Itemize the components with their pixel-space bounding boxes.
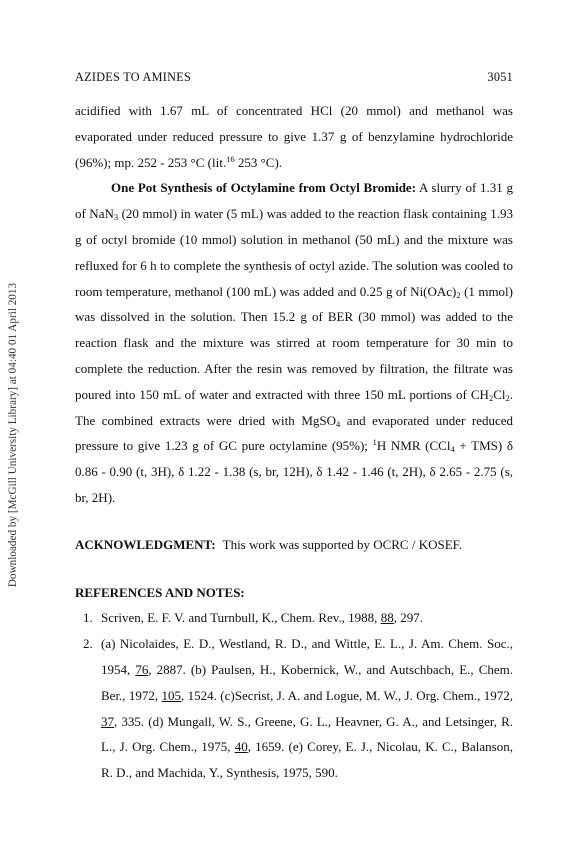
text-run: , 335. (d) Mungall, W. S., Greene, G. L., Heavner, G. A., and Letsinger, R. L., J. Org. Chem., 1975, [101,713,513,755]
paragraph-octylamine-synthesis [75,175,513,510]
paragraph-benzylamine [75,98,513,175]
page-number: 3051 [487,70,513,84]
subscript: 3 [113,212,119,223]
text-run: , 1524. (c)Secrist, J. A. and Logue, M. W., J. Org. Chem., 1972, [181,687,513,703]
text-run: (1 mmol) was dissolved in the solution. Then 15.2 g of BER (30 mmol) was added to the reaction flask and the mixture was stirred at room temperature for 30 min to complete the reduction. After the resin was removed by filtration, the filtrate was poured into 150 mL of water and extracted with three 150 mL portions of CH [75,283,513,402]
acknowledgment-heading: ACKNOWLEDGMENT: [75,536,216,552]
page-content [75,98,513,786]
text-run: H NMR (CCl [376,438,451,454]
text-run: . The combined extracts were dried with MgSO [75,386,513,428]
acknowledgment-section [75,532,513,558]
synthesis-title: One Pot Synthesis of Octylamine from Octyl Bromide: [111,180,417,196]
text-run: and evaporated under reduced pressure to give 1.23 g of GC pure octylamine (95%); [75,412,514,454]
subscript: 2 [488,392,494,403]
reference-item [75,631,513,786]
text-run: (20 mmol) in water (5 mL) was added to the reaction flask containing 1.93 g of octyl bromide (10 mmol) solution in methanol (50 mL) and the mixture was refluxed for 6 h to complete the synthesis of octyl azide. The solution was cooled to room temperature, methanol (100 mL) was added and 0.25 g of Ni(OAc) [75,206,513,299]
reference-item [75,605,513,631]
volume-number: 88 [380,610,394,626]
references-heading: REFERENCES AND NOTES: [75,584,245,600]
volume-number: 40 [234,739,248,755]
download-watermark [0,175,26,695]
text-run: 253 °C). [234,154,283,170]
subscript: 2 [456,289,461,300]
references-list [75,605,513,786]
download-note: Downloaded by [McGill University Library] at 04:40 01 April 2013 [7,282,19,588]
text-run: , 297. [393,610,423,626]
subscript: 2 [505,392,510,403]
volume-number: 37 [101,713,114,729]
text-run: (a) Nicolaides, E. D., Westland, R. D., and Wittle, E. L., J. Am. Chem. Soc., 1954, [101,636,513,677]
running-title: AZIDES TO AMINES [75,70,192,84]
text-run: , 1659. (e) Corey, E. J., Nicolau, K. C., Balanson, R. D., and Machida, Y., Synthesis, 1975, 590. [101,739,513,781]
reference-number: 2. [83,636,93,652]
text-run: A slurry of 1.31 g of NaN [75,180,513,222]
volume-number: 105 [161,687,182,703]
text-run: Scriven, E. F. V. and Turnbull, K., Chem. Rev., 1988, [101,610,381,626]
superscript: 1 [372,437,377,448]
volume-number: 76 [135,661,149,677]
text-run: Cl [493,386,506,402]
subscript: 4 [336,418,341,429]
text-run: acidified with 1.67 mL of concentrated HCl (20 mmol) and methanol was evaporated under reduced pressure to give 1.37 g of benzylamine hydrochloride (96%); mp. 252 - 253 °C (lit. [75,103,513,170]
acknowledgment-text: This work was supported by OCRC / KOSEF. [219,536,463,552]
citation-superscript: 16 [226,153,235,164]
text-run: , 2887. (b) Paulsen, H., Kobernick, W., and Autschbach, E., Chem. Ber., 1972, [101,661,513,703]
text-run: + TMS) δ 0.86 - 0.90 (t, 3H), δ 1.22 - 1.38 (s, br, 12H), δ 1.42 - 1.46 (t, 2H), δ 2.65 - 2.75 (s, br, 2H). [75,438,514,505]
reference-number: 1. [83,610,93,626]
subscript: 4 [450,444,455,455]
